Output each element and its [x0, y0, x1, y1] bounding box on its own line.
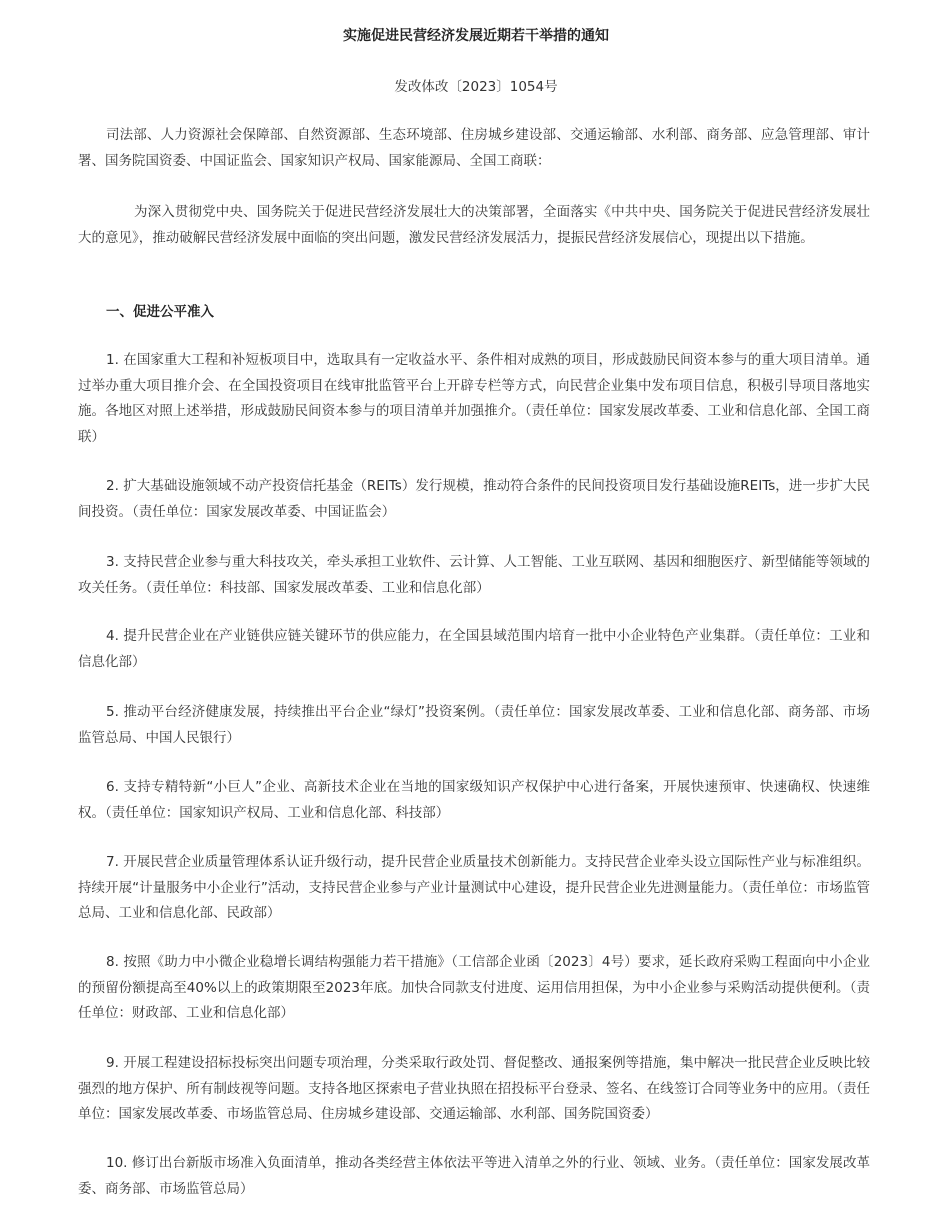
intro-paragraph: 为深入贯彻党中央、国务院关于促进民营经济发展壮大的决策部署，全面落实《中共中央、国务院关于促进民营经济发展壮大的意见》，推动破解民营经济发展中面临的突出问题，激发民营经济发展活力，提振民营经济发展信心，现提出以下措施。 — [78, 204, 870, 246]
measure-item-5: 5. 推动平台经济健康发展，持续推出平台企业“绿灯”投资案例。（责任单位：国家发展改革委、工业和信息化部、商务部、市场监管总局、中国人民银行） — [78, 704, 870, 746]
measure-item-9: 9. 开展工程建设招标投标突出问题专项治理，分类采取行政处罚、督促整改、通报案例等措施，集中解决一批民营企业反映比较强烈的地方保护、所有制歧视等问题。支持各地区探索电子营业执照在招投标平台登录、签名、在线签订合同等业务中的应用。（责任单位：国家发展改革委、市场监管总局、住房城乡建设部、交通运输部、水利部、国务院国资委） — [78, 1055, 870, 1122]
section-heading: 一、促进公平准入 — [106, 304, 214, 320]
measure-item-3: 3. 支持民营企业参与重大科技攻关，牵头承担工业软件、云计算、人工智能、工业互联网、基因和细胞医疗、新型储能等领域的攻关任务。（责任单位：科技部、国家发展改革委、工业和信息化部） — [78, 554, 870, 596]
measure-item-10: 10. 修订出台新版市场准入负面清单，推动各类经营主体依法平等进入清单之外的行业、领域、业务。（责任单位：国家发展改革委、商务部、市场监管总局） — [78, 1155, 870, 1197]
measure-item-1: 1. 在国家重大工程和补短板项目中，选取具有一定收益水平、条件相对成熟的项目，形成鼓励民间资本参与的重大项目清单。通过举办重大项目推介会、在全国投资项目在线审批监管平台上开辟专栏等方式，向民营企业集中发布项目信息，积极引导项目落地实施。各地区对照上述举措，形成鼓励民间资本参与的项目清单并加强推介。（责任单位：国家发展改革委、工业和信息化部、全国工商联） — [78, 352, 870, 445]
document-title: 实施促进民营经济发展近期若干举措的通知 — [343, 28, 609, 44]
document-number: 发改体改〔2023〕1054号 — [394, 79, 558, 95]
recipients-paragraph: 司法部、人力资源社会保障部、自然资源部、生态环境部、住房城乡建设部、交通运输部、水利部、商务部、应急管理部、审计署、国务院国资委、中国证监会、国家知识产权局、国家能源局、全国工商联： — [78, 127, 870, 169]
measure-item-7: 7. 开展民营企业质量管理体系认证升级行动，提升民营企业质量技术创新能力。支持民营企业牵头设立国际性产业与标准组织。持续开展“计量服务中小企业行”活动，支持民营企业参与产业计量测试中心建设，提升民营企业先进测量能力。（责任单位：市场监管总局、工业和信息化部、民政部） — [78, 854, 870, 921]
measure-item-8: 8. 按照《助力中小微企业稳增长调结构强能力若干措施》（工信部企业函〔2023〕4号）要求，延长政府采购工程面向中小企业的预留份额提高至40%以上的政策期限至2023年底。加快合同款支付进度、运用信用担保，为中小企业参与采购活动提供便利。（责任单位：财政部、工业和信息化部） — [78, 954, 870, 1021]
measure-item-4: 4. 提升民营企业在产业链供应链关键环节的供应能力，在全国县域范围内培育一批中小企业特色产业集群。（责任单位：工业和信息化部） — [78, 628, 870, 670]
measure-item-2: 2. 扩大基础设施领域不动产投资信托基金（REITs）发行规模，推动符合条件的民间投资项目发行基础设施REITs，进一步扩大民间投资。（责任单位：国家发展改革委、中国证监会） — [78, 478, 870, 520]
measure-item-6: 6. 支持专精特新“小巨人”企业、高新技术企业在当地的国家级知识产权保护中心进行备案，开展快速预审、快速确权、快速维权。（责任单位：国家知识产权局、工业和信息化部、科技部） — [78, 779, 870, 821]
